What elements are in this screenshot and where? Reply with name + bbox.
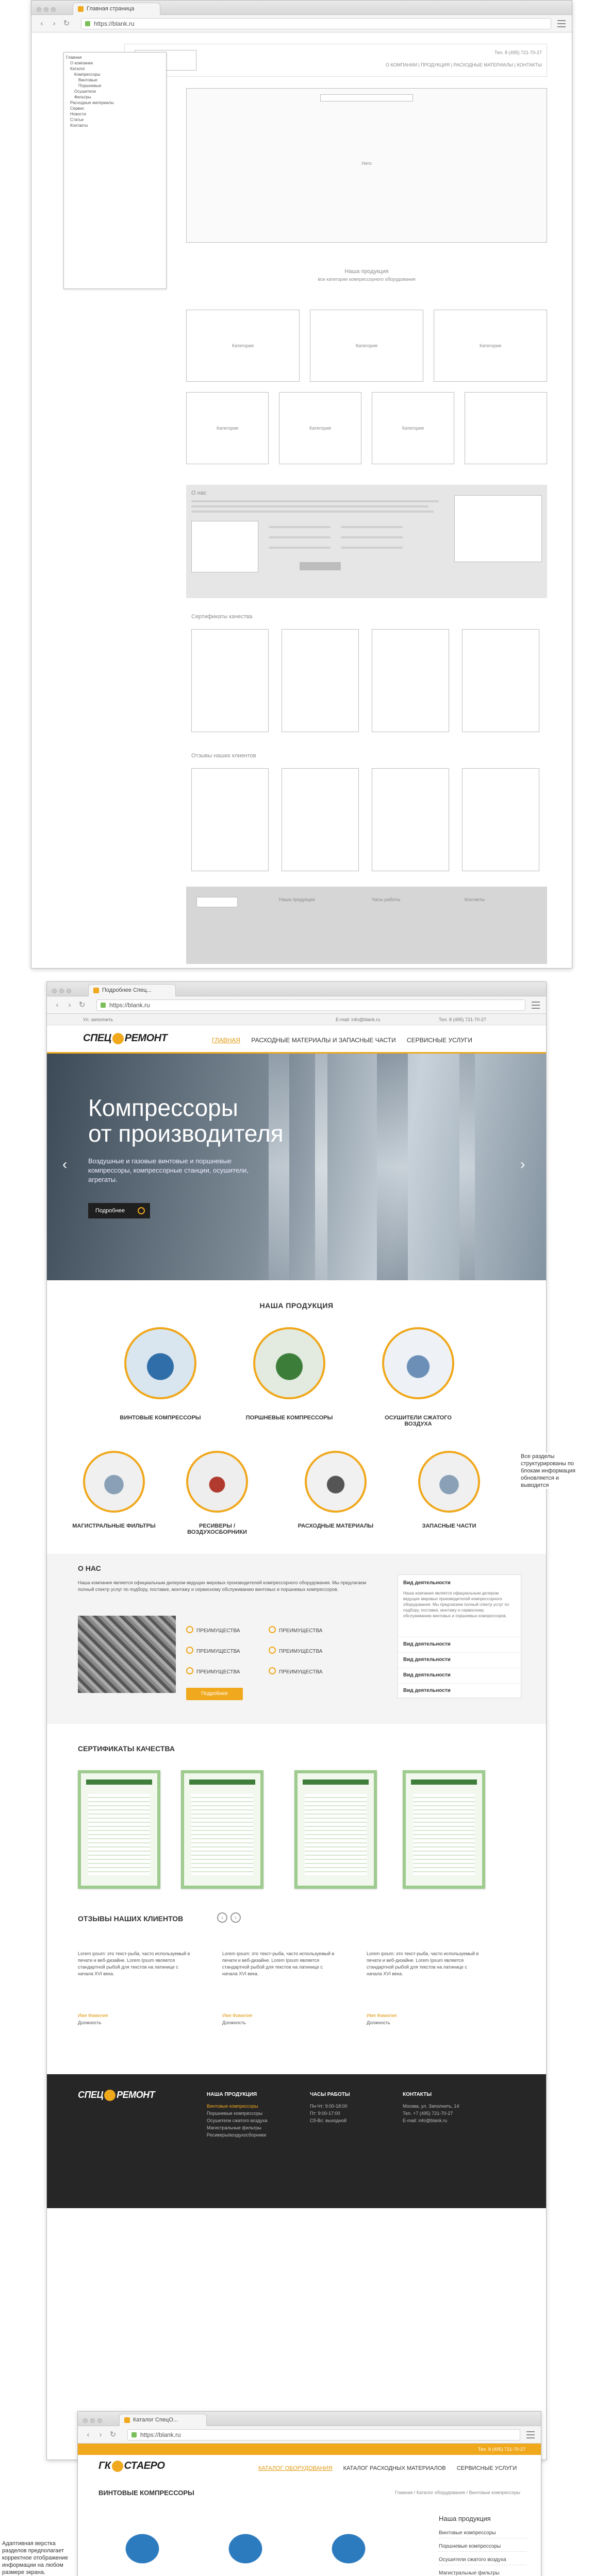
product-image-piston[interactable] [253,1327,325,1399]
logo-text: СПЕЦ [78,2090,104,2100]
title-bar [78,2412,541,2426]
wf-category-label: Категория [232,343,254,348]
wf-category-card[interactable] [279,392,361,464]
activity-item[interactable]: Вид деятельности [403,1580,451,1586]
about-text: Наша компания является официальным дилером ведущих мировых производителей компрессорного оборудования. Мы предлагаем полный спектр услуг по подбору, поставке, монтажу и сервисному обслуживанию винтовых и поршневых компрессоров. [78,1580,367,1592]
sidebar-item[interactable]: Осушители сжатого воздуха [439,2557,526,2565]
advantage-item: ПРЕИМУЩЕСТВА [186,1647,240,1654]
tree-item[interactable]: Расходные материалы [70,100,114,105]
wf-category-card[interactable] [186,392,269,464]
wf-cert-card[interactable] [462,629,539,732]
browser-menu-icon[interactable] [526,2431,535,2438]
sidebar-title: Наша продукция [439,2515,491,2522]
wf-text-line [341,536,403,538]
footer-contact[interactable]: E-mail: info@blank.ru [403,2118,448,2123]
product-image[interactable] [207,2515,284,2571]
wf-text-line [191,500,439,502]
product-image[interactable] [310,2515,387,2571]
cert-card[interactable] [294,1770,377,1889]
annotation-note: Адаптивная верстка разделов предполагает корректное отображение информации на любом размере экрана. [2,2540,69,2575]
nav-home[interactable]: ГЛАВНАЯ [212,1037,241,1044]
wf-text-line [269,526,331,528]
site-logo[interactable] [83,1032,167,1044]
forward-icon[interactable]: › [68,1001,71,1009]
nav-service[interactable]: СЕРВИСНЫЕ УСЛУГИ [406,1037,473,1044]
reviews-title: ОТЗЫВЫ НАШИХ КЛИЕНТОВ [78,1914,184,1923]
review-author: Имя Фамилия [367,2013,397,2018]
hero-title-line: от производителя [88,1120,284,1147]
hero-pipe [269,1054,289,1280]
wf-footer-col-title: Контакты [465,897,485,902]
review-text: Lorem ipsum: это текст-рыба, часто используемый в печати и веб-дизайне. Lorem Ipsum является стандартной рыбой для текстов на латинице с начала XVI века. [78,1951,190,1976]
wf-activity-list [454,495,542,562]
hero-slider [47,1054,546,1280]
tree-item[interactable]: Фильтры [74,95,91,99]
logo-mark-icon [104,2090,116,2101]
wf-category-card[interactable] [434,310,547,382]
about-image [78,1616,176,1693]
activity-item[interactable]: Вид деятельности [398,1683,521,1698]
wf-category-card[interactable] [465,392,547,464]
address-bar[interactable] [81,18,551,29]
wf-category-card[interactable] [186,310,300,382]
wf-footer-col-title: Наша продукция [279,897,315,902]
wf-category-label: Категория [479,343,502,348]
wf-text-line [341,547,403,549]
wf-review-card [282,768,359,871]
browser-tab[interactable] [73,3,160,15]
back-icon[interactable]: ‹ [87,2430,90,2439]
window-controls[interactable] [37,5,62,10]
wf-reviews-title: Отзывы наших клиентов [191,753,256,759]
arrow-icon [138,1207,145,1214]
footer-contacts-title: КОНТАКТЫ [403,2092,432,2097]
hero-more-label: Подробнее [95,1208,125,1214]
wf-certs-title: Сертификаты качества [191,614,253,620]
wf-search[interactable] [320,94,413,101]
sidebar-item[interactable]: Винтовые компрессоры [439,2530,526,2538]
about-title: О НАС [78,1564,101,1572]
activity-desc: Наша компания является официальным дилером ведущих мировых производителей компрессорного оборудования. Мы предлагаем полный спектр услуг по подбору, поставке, монтажу и сервисному обслуживанию винтовых и поршневых компрессоров. [403,1591,509,1618]
nav-consumables[interactable]: РАСХОДНЫЕ МАТЕРИАЛЫ И ЗАПАСНЫЕ ЧАСТИ [251,1037,396,1044]
hero-title-line: Компрессоры [88,1094,238,1121]
site-logo[interactable]: ГК СТАЕРО [98,2460,165,2471]
site-topbar [78,2444,541,2455]
tab-title: Главная страница [87,6,135,12]
wf-button[interactable] [300,562,341,570]
tree-item[interactable]: Винтовые [78,78,97,82]
slider-next-icon[interactable]: › [520,1156,525,1172]
slider-prev-icon[interactable]: ‹ [62,1156,68,1172]
topbar-phone[interactable]: Тел. 8 (495) 721-70-27 [478,2447,525,2452]
advantage-item: ПРЕИМУЩЕСТВА [269,1647,322,1654]
tree-item[interactable]: Контакты [70,123,88,128]
browser-tab[interactable] [119,2414,207,2426]
footer-link[interactable]: Ресиверы/воздухосборники [207,2132,267,2138]
favicon-icon [124,2417,130,2423]
activity-item[interactable]: Вид деятельности [398,1637,521,1651]
wf-category-label: Категория [309,426,332,431]
topbar-email[interactable]: E-mail: info@blank.ru [336,1017,381,1022]
browser-window-catalog [77,2411,541,2576]
review-author: Имя Фамилия [222,2013,253,2018]
footer-link[interactable]: Магистральные фильтры [207,2125,261,2130]
reload-icon[interactable]: ↻ [109,2430,117,2439]
wf-review-card [191,768,269,871]
main-nav [212,1037,482,1044]
product-caption[interactable]: РАСХОДНЫЕ МАТЕРИАЛЫ [298,1523,374,1529]
browser-window-wireframe [31,0,572,969]
nav-consumables[interactable]: КАТАЛОГ РАСХОДНЫХ МАТЕРИАЛОВ [343,2465,446,2471]
address-bar[interactable] [127,2429,520,2441]
hero-title [88,1095,284,1146]
address-bar[interactable] [96,999,525,1011]
tree-item[interactable]: Компрессоры [74,72,101,77]
product-caption[interactable]: ЗАПАСНЫЕ ЧАСТИ [422,1523,476,1529]
hero-text: Воздушные и газовые винтовые и поршневые компрессоры, компрессорные станции, осушители, агрегаты. [88,1157,249,1183]
tab-title: Подробнее Спец... [102,987,152,993]
window-controls[interactable] [83,2416,109,2421]
wf-text-line [191,511,434,513]
wf-cert-card[interactable] [282,629,359,732]
back-icon[interactable]: ‹ [56,1001,59,1009]
review-author: Имя Фамилия [78,2013,108,2018]
wf-category-card[interactable] [310,310,423,382]
sidebar-item[interactable]: Поршневые компрессоры [439,2544,526,2552]
product-image-consumables[interactable] [305,1451,367,1513]
wf-category-label: Категория [402,426,424,431]
nav-equipment[interactable]: КАТАЛОГ ОБОРУДОВАНИЯ [258,2465,333,2471]
product-caption[interactable]: ОСУШИТЕЛИ СЖАТОГО ВОЗДУХА [385,1415,452,1427]
sidebar-item[interactable]: Магистральные фильтры [439,2570,526,2576]
browser-toolbar [31,15,572,32]
lock-icon [101,1003,106,1008]
back-icon[interactable]: ‹ [40,19,43,28]
main-nav [258,2465,526,2471]
url-text: https://blank.ru [140,2431,181,2438]
products-title: НАША ПРОДУКЦИЯ [259,1301,334,1310]
wf-footer-logo [196,897,238,907]
hero-pipe [459,1054,475,1280]
footer-products-title: НАША ПРОДУКЦИЯ [207,2092,257,2097]
wf-about-title: О нас [191,490,207,496]
browser-toolbar [47,996,546,1014]
favicon-icon [93,988,99,993]
review-role: Должность [222,2020,246,2025]
site-footer [47,2074,546,2208]
tree-item[interactable]: О компании [70,61,93,65]
tree-item[interactable]: Поршневые [78,83,102,88]
tree-item[interactable]: Статьи [70,117,84,122]
product-caption[interactable]: РЕСИВЕРЫ / ВОЗДУХОСБОРНИКИ [187,1523,247,1535]
advantage-item: ПРЕИМУЩЕСТВА [186,1667,240,1675]
hero-pipe [377,1054,408,1280]
logo-mark-icon [112,2461,123,2472]
wf-products-subtitle: все категории компрессорного оборудования [318,277,416,282]
wf-category-card[interactable] [372,392,454,464]
product-caption[interactable]: ПОРШНЕВЫЕ КОМПРЕССОРЫ [245,1415,333,1421]
about-more-button[interactable]: Подробнее [186,1688,243,1700]
reload-icon[interactable]: ↻ [63,19,70,28]
advantage-item: ПРЕИМУЩЕСТВА [269,1667,322,1675]
footer-logo[interactable] [78,2090,155,2101]
nav-service[interactable]: СЕРВИСНЫЕ УСЛУГИ [456,2465,517,2471]
lock-icon [131,2432,137,2437]
footer-contact[interactable]: Тел. +7 (495) 721-70-27 [403,2111,453,2116]
tree-item[interactable]: Сервис [70,106,85,111]
site-topbar [47,1014,546,1025]
review-text: Lorem ipsum: это текст-рыба, часто используемый в печати и веб-дизайне. Lorem Ipsum является стандартной рыбой для текстов на латинице с начала XVI века. [222,1951,335,1976]
logo-text: РЕМОНТ [117,2090,155,2100]
certs-title: СЕРТИФИКАТЫ КАЧЕСТВА [78,1744,175,1753]
logo-text: РЕМОНТ [124,1032,168,1044]
activity-item[interactable]: Вид деятельности [398,1668,521,1682]
activity-list [398,1574,521,1698]
footer-hours: Пн-Чт: 9:00-18:00 [310,2104,348,2109]
hero-more-button[interactable] [88,1203,150,1218]
logo-text: СПЕЦ [83,1032,111,1044]
wf-text-line [191,505,428,507]
product-image-parts[interactable] [418,1451,480,1513]
reload-icon[interactable]: ↻ [78,1001,86,1009]
window-controls[interactable] [52,987,78,992]
wf-review-card [462,768,539,871]
wf-cert-card[interactable] [191,629,269,732]
title-bar [31,1,572,15]
product-image[interactable] [104,2515,181,2571]
footer-hours-title: ЧАСЫ РАБОТЫ [310,2092,350,2097]
url-text: https://blank.ru [109,1002,150,1009]
wf-review-card [372,768,449,871]
wf-footer-col-title: Часы работы [372,897,401,902]
footer-link[interactable]: Поршневые компрессоры [207,2111,263,2116]
footer-hours: Сб-Вс: выходной [310,2118,346,2123]
review-role: Должность [367,2020,390,2025]
annotation-note: Все разделы структурированы по блокам информация обновляется и выводится [521,1453,588,1489]
url-text: https://blank.ru [94,20,135,27]
hero-pipe [315,1054,327,1280]
title-bar [47,982,546,996]
product-caption[interactable]: ВИНТОВЫЕ КОМПРЕССОРЫ [120,1415,201,1421]
tree-item[interactable]: Главная [66,55,82,60]
wf-text-line [269,536,331,538]
advantage-item: ПРЕИМУЩЕСТВА [186,1626,240,1634]
product-image-dryer[interactable] [382,1327,454,1399]
cert-card[interactable] [181,1770,263,1889]
wf-top-links[interactable]: О КОМПАНИИ | ПРОДУКЦИЯ | РАСХОДНЫЕ МАТЕРИАЛЫ | КОНТАКТЫ [385,62,542,67]
footer-link[interactable]: Осушители сжатого воздуха [207,2118,268,2123]
browser-toolbar [78,2426,541,2444]
wf-category-label: Категория [355,343,378,348]
cert-card[interactable] [403,1770,485,1889]
browser-window-home [46,981,547,2460]
topbar-phone[interactable]: Тел. 8 (495) 721-70-27 [439,1017,486,1022]
product-image-receivers[interactable] [186,1451,248,1513]
footer-link[interactable]: Винтовые компрессоры [207,2104,258,2109]
page-title: ВИНТОВЫЕ КОМПРЕССОРЫ [98,2489,194,2497]
product-caption[interactable]: МАГИСТРАЛЬНЫЕ ФИЛЬТРЫ [72,1523,156,1529]
tree-item[interactable]: Осушители [74,89,96,94]
browser-menu-icon[interactable] [532,1002,540,1009]
wf-category-label: Категория [216,426,239,431]
browser-menu-icon[interactable] [557,20,566,27]
footer-contact: Москва, ул. Заполнить, 14 [403,2104,459,2109]
tree-item[interactable]: Новости [70,112,86,116]
wf-cert-card[interactable] [372,629,449,732]
browser-tab[interactable] [88,984,176,996]
forward-icon[interactable]: › [53,19,56,28]
tree-item[interactable]: Каталог [70,66,86,71]
product-image-filters[interactable] [83,1451,145,1513]
wf-products-title: Наша продукция [344,268,389,275]
wf-hero-label: Hero [361,161,372,166]
cert-card[interactable] [78,1770,160,1889]
wf-text-line [269,547,331,549]
favicon-icon [78,6,84,12]
reviews-next-icon[interactable]: › [230,1912,241,1923]
advantage-item: ПРЕИМУЩЕСТВА [269,1626,322,1634]
wf-about-image [191,521,258,572]
wf-hero [186,88,547,243]
wf-phone: Тел. 8 (495) 721-70-27 [494,50,542,55]
topbar-address: Ул. заполнить [83,1017,113,1022]
breadcrumb[interactable]: Главная / Каталог оборудования / Винтовые компрессоры [394,2490,520,2495]
review-text: Lorem ipsum: это текст-рыба, часто используемый в печати и веб-дизайне. Lorem Ipsum является стандартной рыбой для текстов на латинице с начала XVI века. [367,1951,479,1976]
logo-mark-icon [112,1033,124,1044]
reviews-prev-icon[interactable]: ‹ [217,1912,227,1923]
lock-icon [85,21,90,26]
footer-hours: Пт: 9:00-17:00 [310,2111,340,2116]
tab-title: Каталог СпецО... [133,2417,178,2423]
review-role: Должность [78,2020,102,2025]
site-tree [63,52,167,289]
activity-item[interactable]: Вид деятельности [398,1652,521,1667]
forward-icon[interactable]: › [99,2430,102,2439]
wf-text-line [341,526,403,528]
product-image-screw[interactable] [124,1327,196,1399]
